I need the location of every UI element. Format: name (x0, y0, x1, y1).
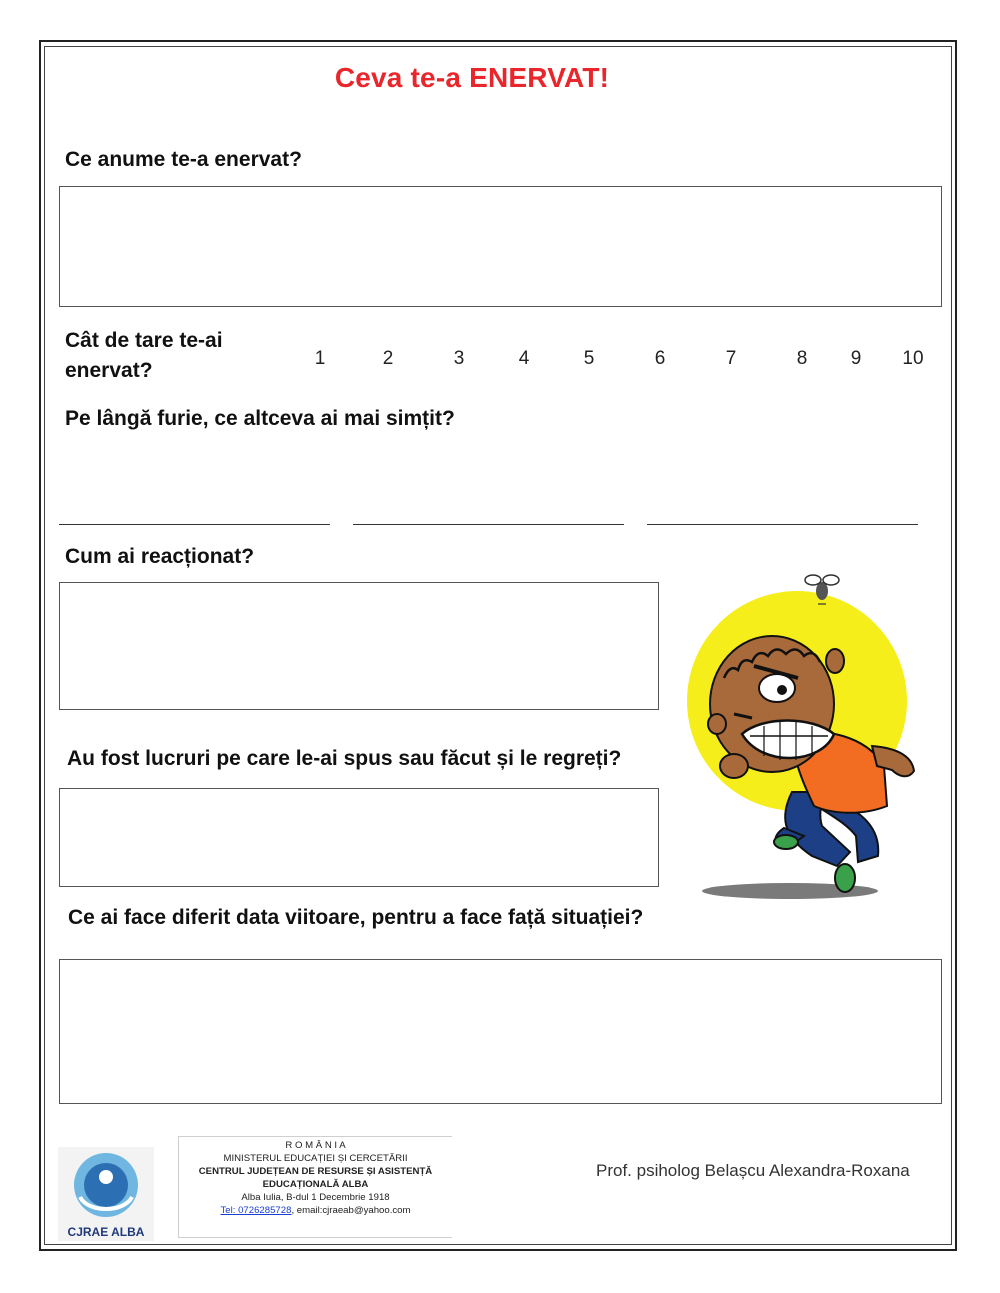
center-line-2: EDUCAȚIONALĂ ALBA (262, 1179, 369, 1190)
scale-option-2[interactable]: 2 (382, 348, 394, 369)
answer-line-3[interactable] (647, 524, 918, 525)
question-how-angry-line2: enervat? (65, 359, 153, 382)
scale-option-8[interactable]: 8 (796, 348, 808, 369)
scale-option-4[interactable]: 4 (518, 348, 530, 369)
scale-option-6[interactable]: 6 (654, 348, 666, 369)
answer-box-how-reacted[interactable] (59, 582, 659, 710)
scale-option-9[interactable]: 9 (850, 348, 862, 369)
scale-option-1[interactable]: 1 (314, 348, 326, 369)
question-what-angered: Ce anume te-a enervat? (65, 148, 302, 171)
question-how-reacted: Cum ai reacționat? (65, 545, 255, 568)
cjrae-logo (58, 1147, 154, 1241)
email-text: , email:cjraeab@yahoo.com (291, 1205, 411, 1216)
answer-box-regrets[interactable] (59, 788, 659, 887)
question-next-time: Ce ai face diferit data viitoare, pentru a face față situației? (68, 906, 644, 929)
country-line: R O M Â N I A (285, 1140, 346, 1151)
answer-box-next-time[interactable] (59, 959, 942, 1104)
author-name: Prof. psiholog Belașcu Alexandra-Roxana (596, 1161, 910, 1180)
angry-boy-illustration (672, 566, 922, 902)
phone-link[interactable]: Tel: 0726285728 (220, 1205, 292, 1216)
address-line: Alba Iulia, B-dul 1 Decembrie 1918 (241, 1192, 390, 1203)
institution-card (178, 1136, 452, 1238)
scale-option-3[interactable]: 3 (453, 348, 465, 369)
question-regrets: Au fost lucruri pe care le-ai spus sau făcut și le regreți? (67, 747, 622, 770)
question-other-feelings: Pe lângă furie, ce altceva ai mai simțit? (65, 407, 455, 430)
cjrae-logo-label: CJRAE ALBA (67, 1225, 145, 1239)
ministry-line: MINISTERUL EDUCAȚIEI ȘI CERCETĂRII (223, 1153, 408, 1164)
cjrae-logo-icon (58, 1147, 154, 1223)
scale-option-5[interactable]: 5 (583, 348, 595, 369)
question-how-angry (65, 326, 223, 386)
center-line-1: CENTRUL JUDEȚEAN DE RESURSE ȘI ASISTENȚĂ (198, 1166, 433, 1177)
worksheet-title: Ceva te-a ENERVAT! (334, 62, 610, 93)
answer-line-2[interactable] (353, 524, 624, 525)
question-how-angry-line1: Cât de tare te-ai (65, 329, 223, 352)
contact-line (179, 1204, 452, 1217)
answer-line-1[interactable] (59, 524, 330, 525)
answer-box-what-angered[interactable] (59, 186, 942, 307)
scale-option-10[interactable]: 10 (902, 348, 924, 369)
scale-option-7[interactable]: 7 (725, 348, 737, 369)
